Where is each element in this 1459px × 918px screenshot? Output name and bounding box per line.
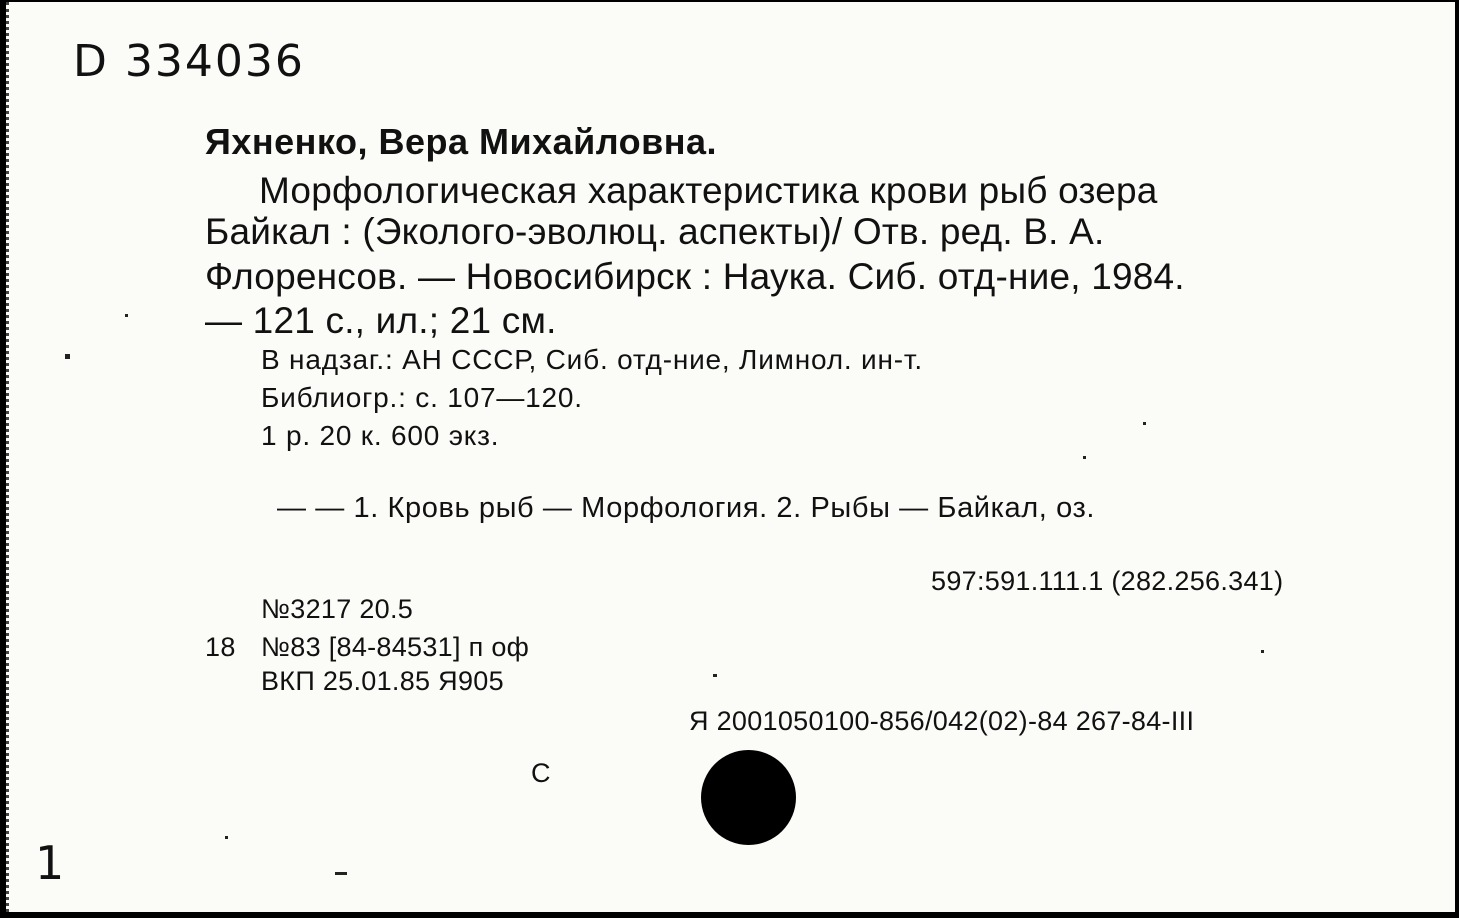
catalog-code: Я 2001050100-856/042(02)-84 267-84-III: [689, 706, 1195, 736]
title-line-3: Флоренсов. — Новосибирск : Наука. Сиб. отд-ние, 1984.: [205, 256, 1185, 297]
speck: [225, 836, 228, 839]
speck: [1143, 422, 1146, 425]
order-line-3: ВКП 25.01.85 Я905: [261, 666, 504, 696]
note-line-2: Библиогр.: с. 107—120.: [261, 382, 583, 413]
title-line-4: — 121 с., ил.; 21 см.: [205, 300, 557, 341]
order-line-2: №83 [84-84531] п оф: [261, 632, 530, 662]
speck: [65, 354, 70, 359]
letter-mark: С: [531, 758, 551, 788]
order-line-1: №3217 20.5: [261, 594, 414, 624]
speck: [1261, 650, 1264, 653]
speck: [335, 872, 347, 875]
subject-headings: — — 1. Кровь рыб — Морфология. 2. Рыбы — Байкал, оз.: [277, 492, 1096, 524]
punch-hole: [701, 750, 796, 845]
catalog-card: [6, 2, 1455, 912]
author-heading: Яхненко, Вера Михайловна.: [205, 121, 718, 162]
note-line-3: 1 р. 20 к. 600 экз.: [261, 420, 500, 451]
title-line-2: Байкал : (Эколого-эволюц. аспекты)/ Отв. ред. В. А.: [205, 211, 1105, 252]
note-line-1: В надзаг.: АН СССР, Сиб. отд-ние, Лимнол. ин-т.: [261, 344, 923, 375]
udc-index: 597:591.111.1 (282.256.341): [931, 566, 1284, 596]
handwritten-number: 1: [35, 836, 67, 890]
speck: [125, 314, 128, 317]
speck: [713, 674, 717, 677]
order-prefix: 18: [205, 632, 236, 662]
speck: [1083, 456, 1086, 459]
title-line-1: Морфологическая характеристика крови рыб озера: [259, 170, 1158, 211]
call-number: D 334036: [73, 36, 305, 87]
